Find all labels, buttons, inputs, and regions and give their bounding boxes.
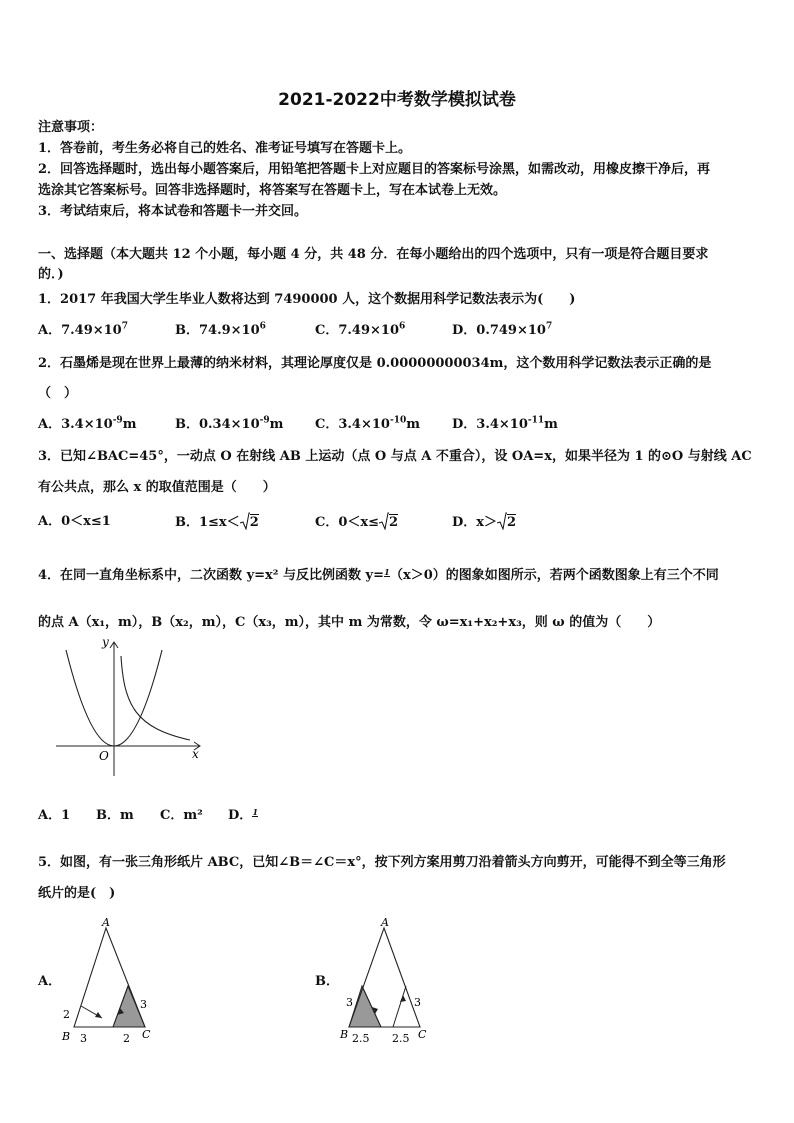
length-label: 2 [123, 1032, 130, 1045]
question-5-stem: 5．如图，有一张三角形纸片 ABC，已知∠B＝∠C＝x°，按下列方案用剪刀沿着箭头方向剪开，可能得不到全等三角形 [38, 855, 726, 870]
sqrt-sign-icon [240, 512, 250, 530]
length-label: 2.5 [352, 1032, 370, 1045]
y-axis-label: y [102, 636, 109, 649]
sqrt-sign-icon [379, 512, 389, 530]
question-5-stem-cont: 纸片的是( ) [38, 886, 116, 901]
length-label: 3 [346, 996, 353, 1009]
question-3-option-d: D．x＞ 2 [452, 512, 516, 533]
question-5-option-a: A． [38, 974, 62, 989]
question-2-option-b: B．$0.34\times 10^{-9}m$ [175, 415, 284, 432]
question-2-option-d: D．$3.4\times 10^{-11}m$ [452, 415, 558, 432]
question-1-option-b: B．$74.9\times 10^6$ [175, 321, 266, 338]
question-4-option-d: D． 1 [228, 807, 259, 823]
origin-label: O [99, 749, 109, 763]
notice-item: 选涂其它答案标号。回答非选择题时，将答案写在答题卡上，写在本试卷上无效。 [38, 183, 507, 198]
question-3-stem: 3．已知∠BAC=45°，一动点 O 在射线 AB 上运动（点 O 与点 A 不重合），设 OA=x，如果半径为 1 的⊙O 与射线 AC [38, 449, 752, 464]
question-2-paren: （ ） [38, 386, 78, 401]
question-1-option-d: D．$0.749\times 10^7$ [452, 321, 553, 338]
vertex-label-c: C [142, 1028, 151, 1041]
notice-heading: 注意事项： [38, 120, 104, 135]
question-3-option-a: A．0＜x≤1 [38, 514, 111, 529]
fraction: 1 [252, 808, 258, 823]
question-4-stem-cont: 的点 A（x₁，m），B（x₂，m），C（x₃，m），其中 m 为常数，令 ω=x₁+x₂+x₃，则 ω 的值为（ ） [38, 615, 661, 630]
notice-item: 2．回答选择题时，选出每小题答案后，用铅笔把答题卡上对应题目的答案标号涂黑，如需改动，用橡皮擦干净后，再 [38, 162, 711, 177]
question-4-option-a: A．1 [38, 808, 71, 823]
question-4-option-c: C．m² [160, 808, 203, 823]
question-5-option-b: B． [315, 974, 339, 989]
question-3-option-b: B．1≤x＜ 2 [175, 512, 259, 533]
question-1-option-a: A．$7.49\times 10^7$ [38, 321, 128, 338]
notice-item: 1．答卷前，考生务必将自己的姓名、准考证号填写在答题卡上。 [38, 141, 412, 156]
length-label: 2 [63, 1008, 70, 1021]
page-title: 2021-2022中考数学模拟试卷 [278, 90, 516, 110]
question-1-stem: 1．2017 年我国大学生毕业人数将达到 7490000 人，这个数据用科学记数法表示为( ) [38, 292, 576, 307]
fraction: 1 [384, 568, 390, 583]
question-4-option-b: B．m [96, 808, 134, 823]
question-2-stem: 2．石墨烯是现在世界上最薄的纳米材料，其理论厚度仅是 0.00000000034m，这个数用科学记数法表示正确的是 [38, 356, 712, 371]
question-2-option-a: A．$3.4\times 10^{-9}m$ [38, 415, 137, 432]
vertex-label-b: B [340, 1028, 349, 1041]
length-label: 3 [140, 998, 147, 1011]
vertex-label-b: B [62, 1030, 71, 1043]
question-1-option-c: C．$7.49\times 10^6$ [315, 321, 406, 338]
notice-item: 3．考试结束后，将本试卷和答题卡一并交回。 [38, 204, 308, 219]
question-3-option-c: C．0＜x≤ 2 [315, 512, 398, 533]
triangle-figure-b [336, 914, 446, 1046]
vertex-label-a: A [102, 916, 110, 929]
vertex-label-c: C [418, 1028, 427, 1041]
question-2-option-c: C．$3.4\times 10^{-10}m$ [315, 415, 420, 432]
sqrt-sign-icon [497, 512, 507, 530]
question-4-stem: 4．在同一直角坐标系中，二次函数 y=x² 与反比例函数 y= 1 （x＞0）的图象如图所示，若两个函数图象上有三个不同 [38, 567, 719, 583]
x-axis-label: x [192, 747, 199, 761]
triangle-figure-a [58, 914, 168, 1046]
section-heading: 一、选择题（本大题共 12 个小题，每小题 4 分，共 48 分．在每小题给出的四个选项中，只有一项是符合题目要求 [38, 247, 709, 262]
length-label: 2.5 [392, 1032, 410, 1045]
function-graph [50, 636, 210, 781]
length-label: 3 [80, 1032, 87, 1045]
question-3-stem-cont: 有公共点，那么 x 的取值范围是（ ） [38, 480, 276, 495]
section-heading-cont: 的．) [38, 267, 64, 282]
vertex-label-a: A [381, 916, 389, 929]
length-label: 3 [414, 996, 421, 1009]
